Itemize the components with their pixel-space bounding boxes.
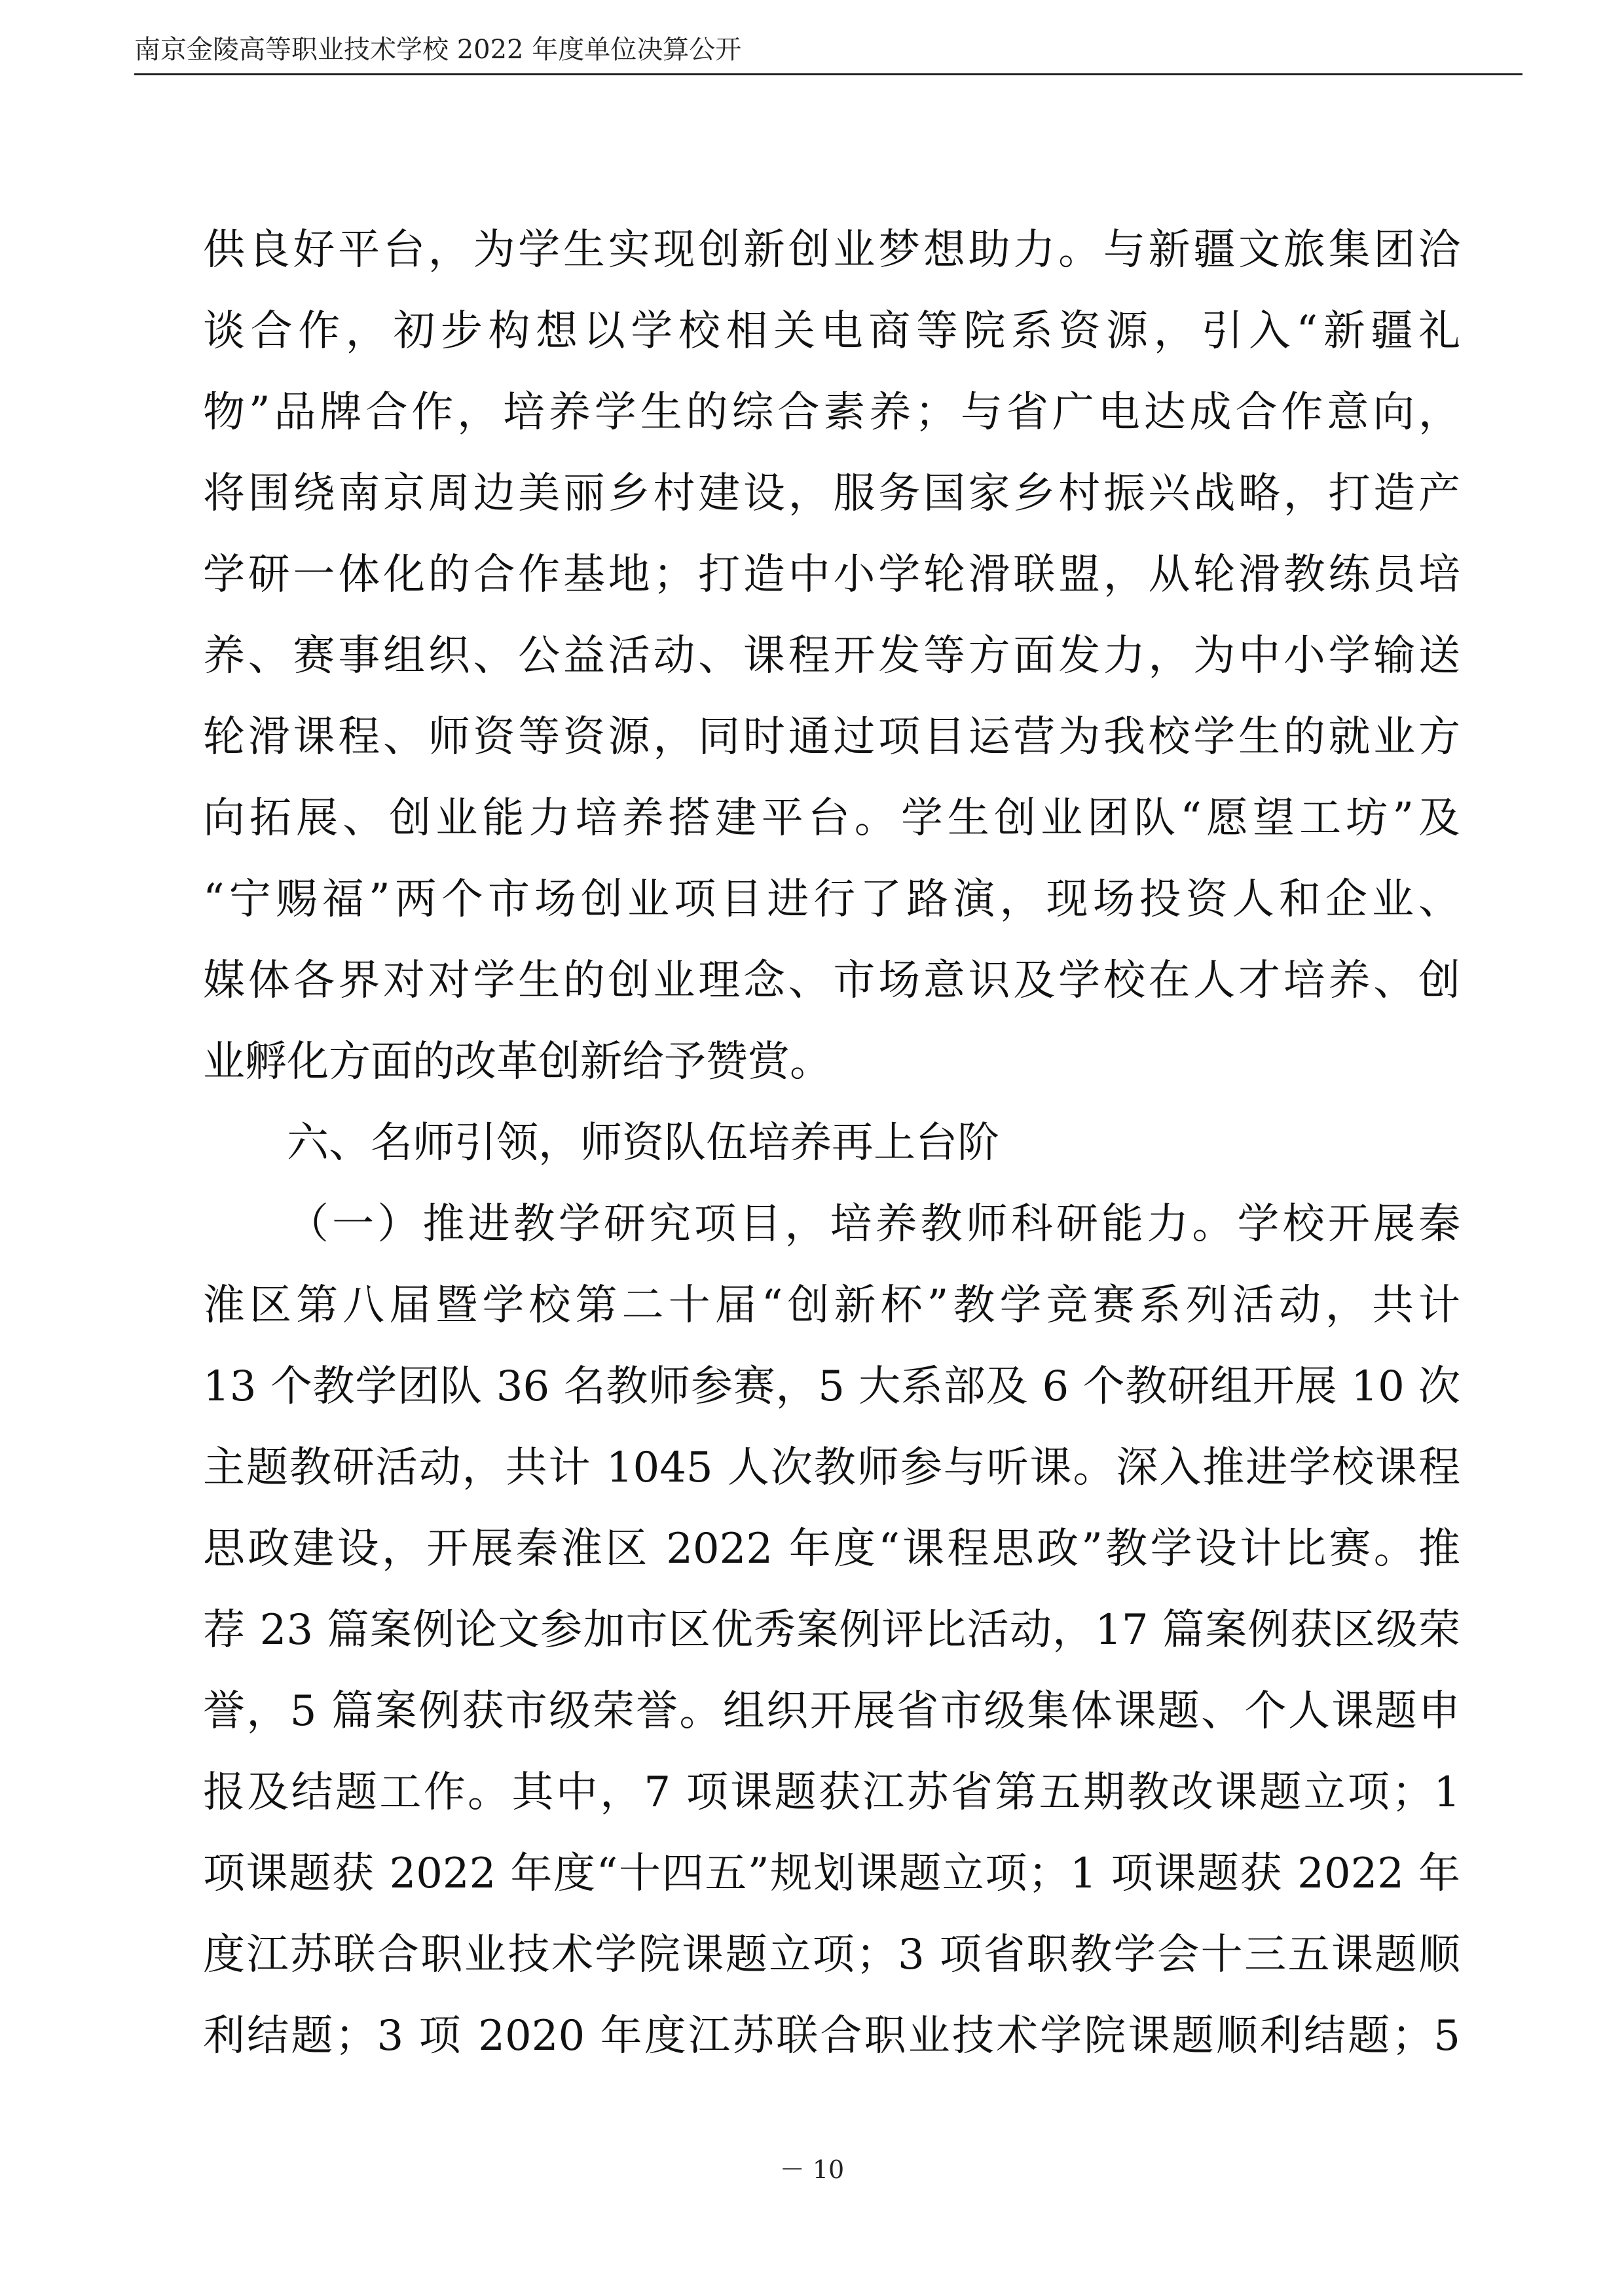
text-line: 主题教研活动，共计 1045 人次教师参与听课。深入推进学校课程: [203, 1444, 1460, 1492]
text-line: 誉，5 篇案例获市级荣誉。组织开展省市级集体课题、个人课题申: [203, 1687, 1460, 1736]
header-title: 南京金陵高等职业技术学校 2022 年度单位决算公开: [134, 35, 742, 65]
text-line: 供良好平台，为学生实现创新创业梦想助力。与新疆文旅集团洽: [203, 226, 1460, 274]
text-line: 将围绕南京周边美丽乡村建设，服务国家乡村振兴战略，打造产: [203, 469, 1460, 518]
text-line: 物”品牌合作，培养学生的综合素养；与省广电达成合作意向，: [203, 388, 1460, 437]
page-header: [134, 29, 1522, 75]
text-line: 轮滑课程、师资等资源，同时通过项目运营为我校学生的就业方: [203, 713, 1460, 761]
text-line: 学研一体化的合作基地；打造中小学轮滑联盟，从轮滑教练员培: [203, 551, 1460, 599]
text-line: 谈合作，初步构想以学校相关电商等院系资源，引入“新疆礼: [203, 307, 1460, 355]
text-line: 度江苏联合职业技术学院课题立项；3 项省职教学会十三五课题顺: [203, 1931, 1460, 1979]
text-line: 思政建设，开展秦淮区 2022 年度“课程思政”教学设计比赛。推: [203, 1525, 1460, 1573]
text-line: 淮区第八届暨学校第二十届“创新杯”教学竞赛系列活动，共计: [203, 1281, 1460, 1330]
section-heading: 六、名师引领，师资队伍培养再上台阶: [287, 1119, 999, 1167]
document-body: [203, 210, 1460, 2077]
text-line: 养、赛事组织、公益活动、课程开发等方面发力，为中小学输送: [203, 632, 1460, 680]
text-line: 13 个教学团队 36 名教师参赛，5 大系部及 6 个教研组开展 10 次: [203, 1362, 1460, 1411]
text-line: 荐 23 篇案例论文参加市区优秀案例评比活动，17 篇案例获区级荣: [203, 1606, 1460, 1654]
text-line: 媒体各界对对学生的创业理念、市场意识及学校在人才培养、创: [203, 957, 1460, 1005]
text-line: “宁赐福”两个市场创业项目进行了路演，现场投资人和企业、: [203, 875, 1460, 924]
text-line: 项课题获 2022 年度“十四五”规划课题立项；1 项课题获 2022 年: [203, 1850, 1460, 1898]
text-line: 向拓展、创业能力培养搭建平台。学生创业团队“愿望工坊”及: [203, 794, 1460, 843]
text-line: 业孵化方面的改革创新给予赞赏。: [203, 1038, 832, 1086]
page-number: － 10: [779, 2155, 845, 2184]
text-line: 报及结题工作。其中，7 项课题获江苏省第五期教改课题立项；1: [203, 1768, 1460, 1817]
subsection-heading-line: （一）推进教学研究项目，培养教师科研能力。学校开展秦: [287, 1200, 1460, 1248]
text-line: 利结题；3 项 2020 年度江苏联合职业技术学院课题顺利结题；5: [203, 2012, 1460, 2060]
